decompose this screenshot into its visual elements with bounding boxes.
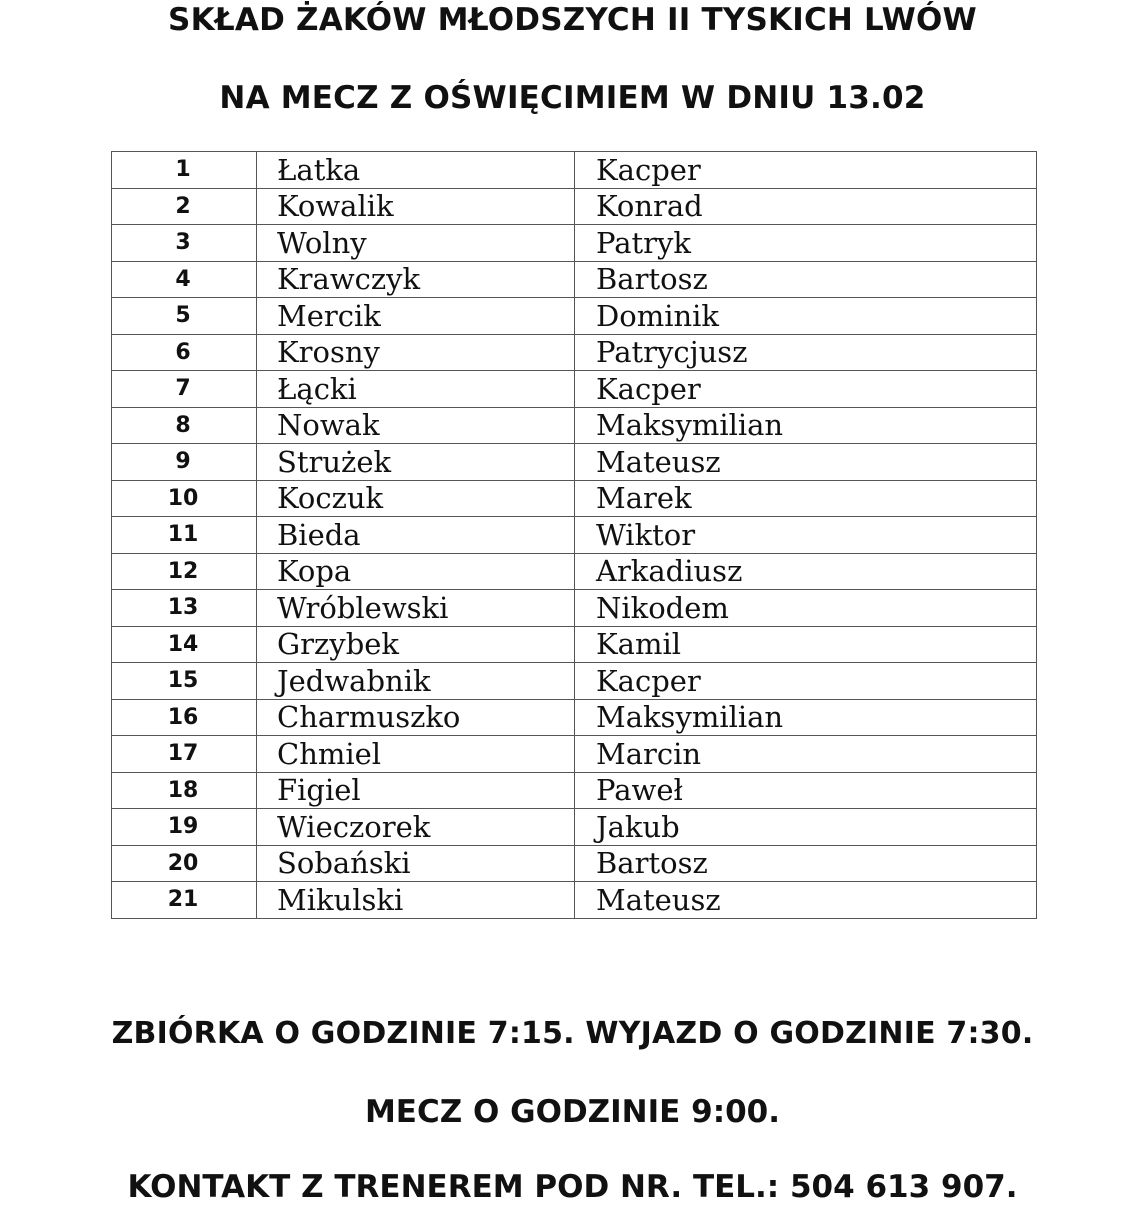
player-surname: Strużek: [257, 444, 575, 481]
table-row: [112, 480, 1037, 517]
player-first-name: Arkadiusz: [575, 553, 1037, 590]
player-surname: Wolny: [257, 225, 575, 262]
player-number-text: 2: [175, 193, 191, 219]
table-row: [112, 772, 1037, 809]
match-info: MECZ O GODZINIE 9:00.: [364, 1094, 781, 1130]
table-row: [112, 845, 1037, 882]
player-first-name: Patryk: [575, 225, 1037, 262]
table-row: [112, 663, 1037, 700]
player-surname: Wróblewski: [257, 590, 575, 627]
table-row: [112, 261, 1037, 298]
player-number-text: 10: [167, 485, 199, 511]
table-row: [112, 590, 1037, 627]
table-row: [112, 699, 1037, 736]
player-first-name: Maksymilian: [575, 699, 1037, 736]
table-row: [112, 225, 1037, 262]
player-number: [112, 663, 257, 700]
player-first-name: Maksymilian: [575, 407, 1037, 444]
player-number-text: 12: [167, 558, 199, 584]
player-number-text: 3: [175, 230, 191, 256]
gathering-info: ZBIÓRKA O GODZINIE 7:15. WYJAZD O GODZINIE 7:30.: [111, 1016, 1034, 1051]
player-first-name: Mateusz: [575, 882, 1037, 919]
roster-body: [112, 152, 1037, 919]
player-first-name: Jakub: [575, 809, 1037, 846]
player-surname: Nowak: [257, 407, 575, 444]
player-number-text: 19: [167, 814, 199, 840]
player-number: [112, 809, 257, 846]
player-number-text: 6: [175, 339, 191, 365]
player-surname: Łącki: [257, 371, 575, 408]
table-row: [112, 188, 1037, 225]
player-first-name: Marcin: [575, 736, 1037, 773]
player-surname: Grzybek: [257, 626, 575, 663]
player-number-text: 4: [175, 266, 191, 292]
player-first-name: Dominik: [575, 298, 1037, 335]
player-number-text: 1: [175, 157, 191, 183]
player-surname: Krosny: [257, 334, 575, 371]
player-first-name: Konrad: [575, 188, 1037, 225]
player-surname: Mikulski: [257, 882, 575, 919]
player-number: [112, 371, 257, 408]
player-number-text: 16: [167, 704, 199, 730]
table-row: [112, 809, 1037, 846]
player-number-text: 18: [167, 777, 199, 803]
player-first-name: Bartosz: [575, 261, 1037, 298]
player-number-text: 20: [167, 850, 199, 876]
player-number: [112, 736, 257, 773]
table-row: [112, 334, 1037, 371]
player-first-name: Nikodem: [575, 590, 1037, 627]
player-number: [112, 152, 257, 189]
player-surname: Bieda: [257, 517, 575, 554]
player-first-name: Kamil: [575, 626, 1037, 663]
table-row: [112, 736, 1037, 773]
player-number: [112, 590, 257, 627]
player-first-name: Kacper: [575, 371, 1037, 408]
table-row: [112, 152, 1037, 189]
player-number: [112, 334, 257, 371]
player-surname: Mercik: [257, 298, 575, 335]
player-number-text: 21: [167, 887, 199, 913]
player-number: [112, 444, 257, 481]
player-roster-table: [111, 151, 1037, 919]
player-first-name: Wiktor: [575, 517, 1037, 554]
player-surname: Kopa: [257, 553, 575, 590]
player-surname: Łatka: [257, 152, 575, 189]
player-number-text: 11: [167, 522, 199, 548]
player-number-text: 17: [167, 741, 199, 767]
player-surname: Chmiel: [257, 736, 575, 773]
player-number: [112, 261, 257, 298]
player-number: [112, 772, 257, 809]
player-number-text: 8: [175, 412, 191, 438]
player-number: [112, 699, 257, 736]
player-number: [112, 480, 257, 517]
player-first-name: Kacper: [575, 152, 1037, 189]
player-surname: Charmuszko: [257, 699, 575, 736]
table-row: [112, 444, 1037, 481]
table-row: [112, 371, 1037, 408]
player-first-name: Paweł: [575, 772, 1037, 809]
player-first-name: Patrycjusz: [575, 334, 1037, 371]
player-surname: Krawczyk: [257, 261, 575, 298]
player-first-name: Marek: [575, 480, 1037, 517]
player-number-text: 5: [175, 303, 191, 329]
player-surname: Koczuk: [257, 480, 575, 517]
table-row: [112, 626, 1037, 663]
player-number: [112, 188, 257, 225]
player-first-name: Bartosz: [575, 845, 1037, 882]
player-surname: Figiel: [257, 772, 575, 809]
player-number: [112, 298, 257, 335]
contact-info: KONTAKT Z TRENEREM POD NR. TEL.: 504 613 907.: [127, 1169, 1018, 1205]
player-first-name: Mateusz: [575, 444, 1037, 481]
table-row: [112, 298, 1037, 335]
player-surname: Sobański: [257, 845, 575, 882]
player-number-text: 9: [175, 449, 191, 475]
player-number-text: 14: [167, 631, 199, 657]
player-number: [112, 626, 257, 663]
title-line-2: NA MECZ Z OŚWIĘCIMIEM W DNIU 13.02: [219, 80, 926, 116]
table-row: [112, 407, 1037, 444]
table-row: [112, 882, 1037, 919]
title-line-1: SKŁAD ŻAKÓW MŁODSZYCH II TYSKICH LWÓW: [168, 2, 977, 38]
table-row: [112, 553, 1037, 590]
player-number-text: 13: [167, 595, 199, 621]
player-number-text: 15: [167, 668, 199, 694]
player-surname: Jedwabnik: [257, 663, 575, 700]
player-number: [112, 517, 257, 554]
table-row: [112, 517, 1037, 554]
player-number: [112, 882, 257, 919]
player-number: [112, 407, 257, 444]
player-first-name: Kacper: [575, 663, 1037, 700]
player-surname: Wieczorek: [257, 809, 575, 846]
player-surname: Kowalik: [257, 188, 575, 225]
player-number-text: 7: [175, 376, 191, 402]
player-number: [112, 845, 257, 882]
player-number: [112, 553, 257, 590]
player-number: [112, 225, 257, 262]
